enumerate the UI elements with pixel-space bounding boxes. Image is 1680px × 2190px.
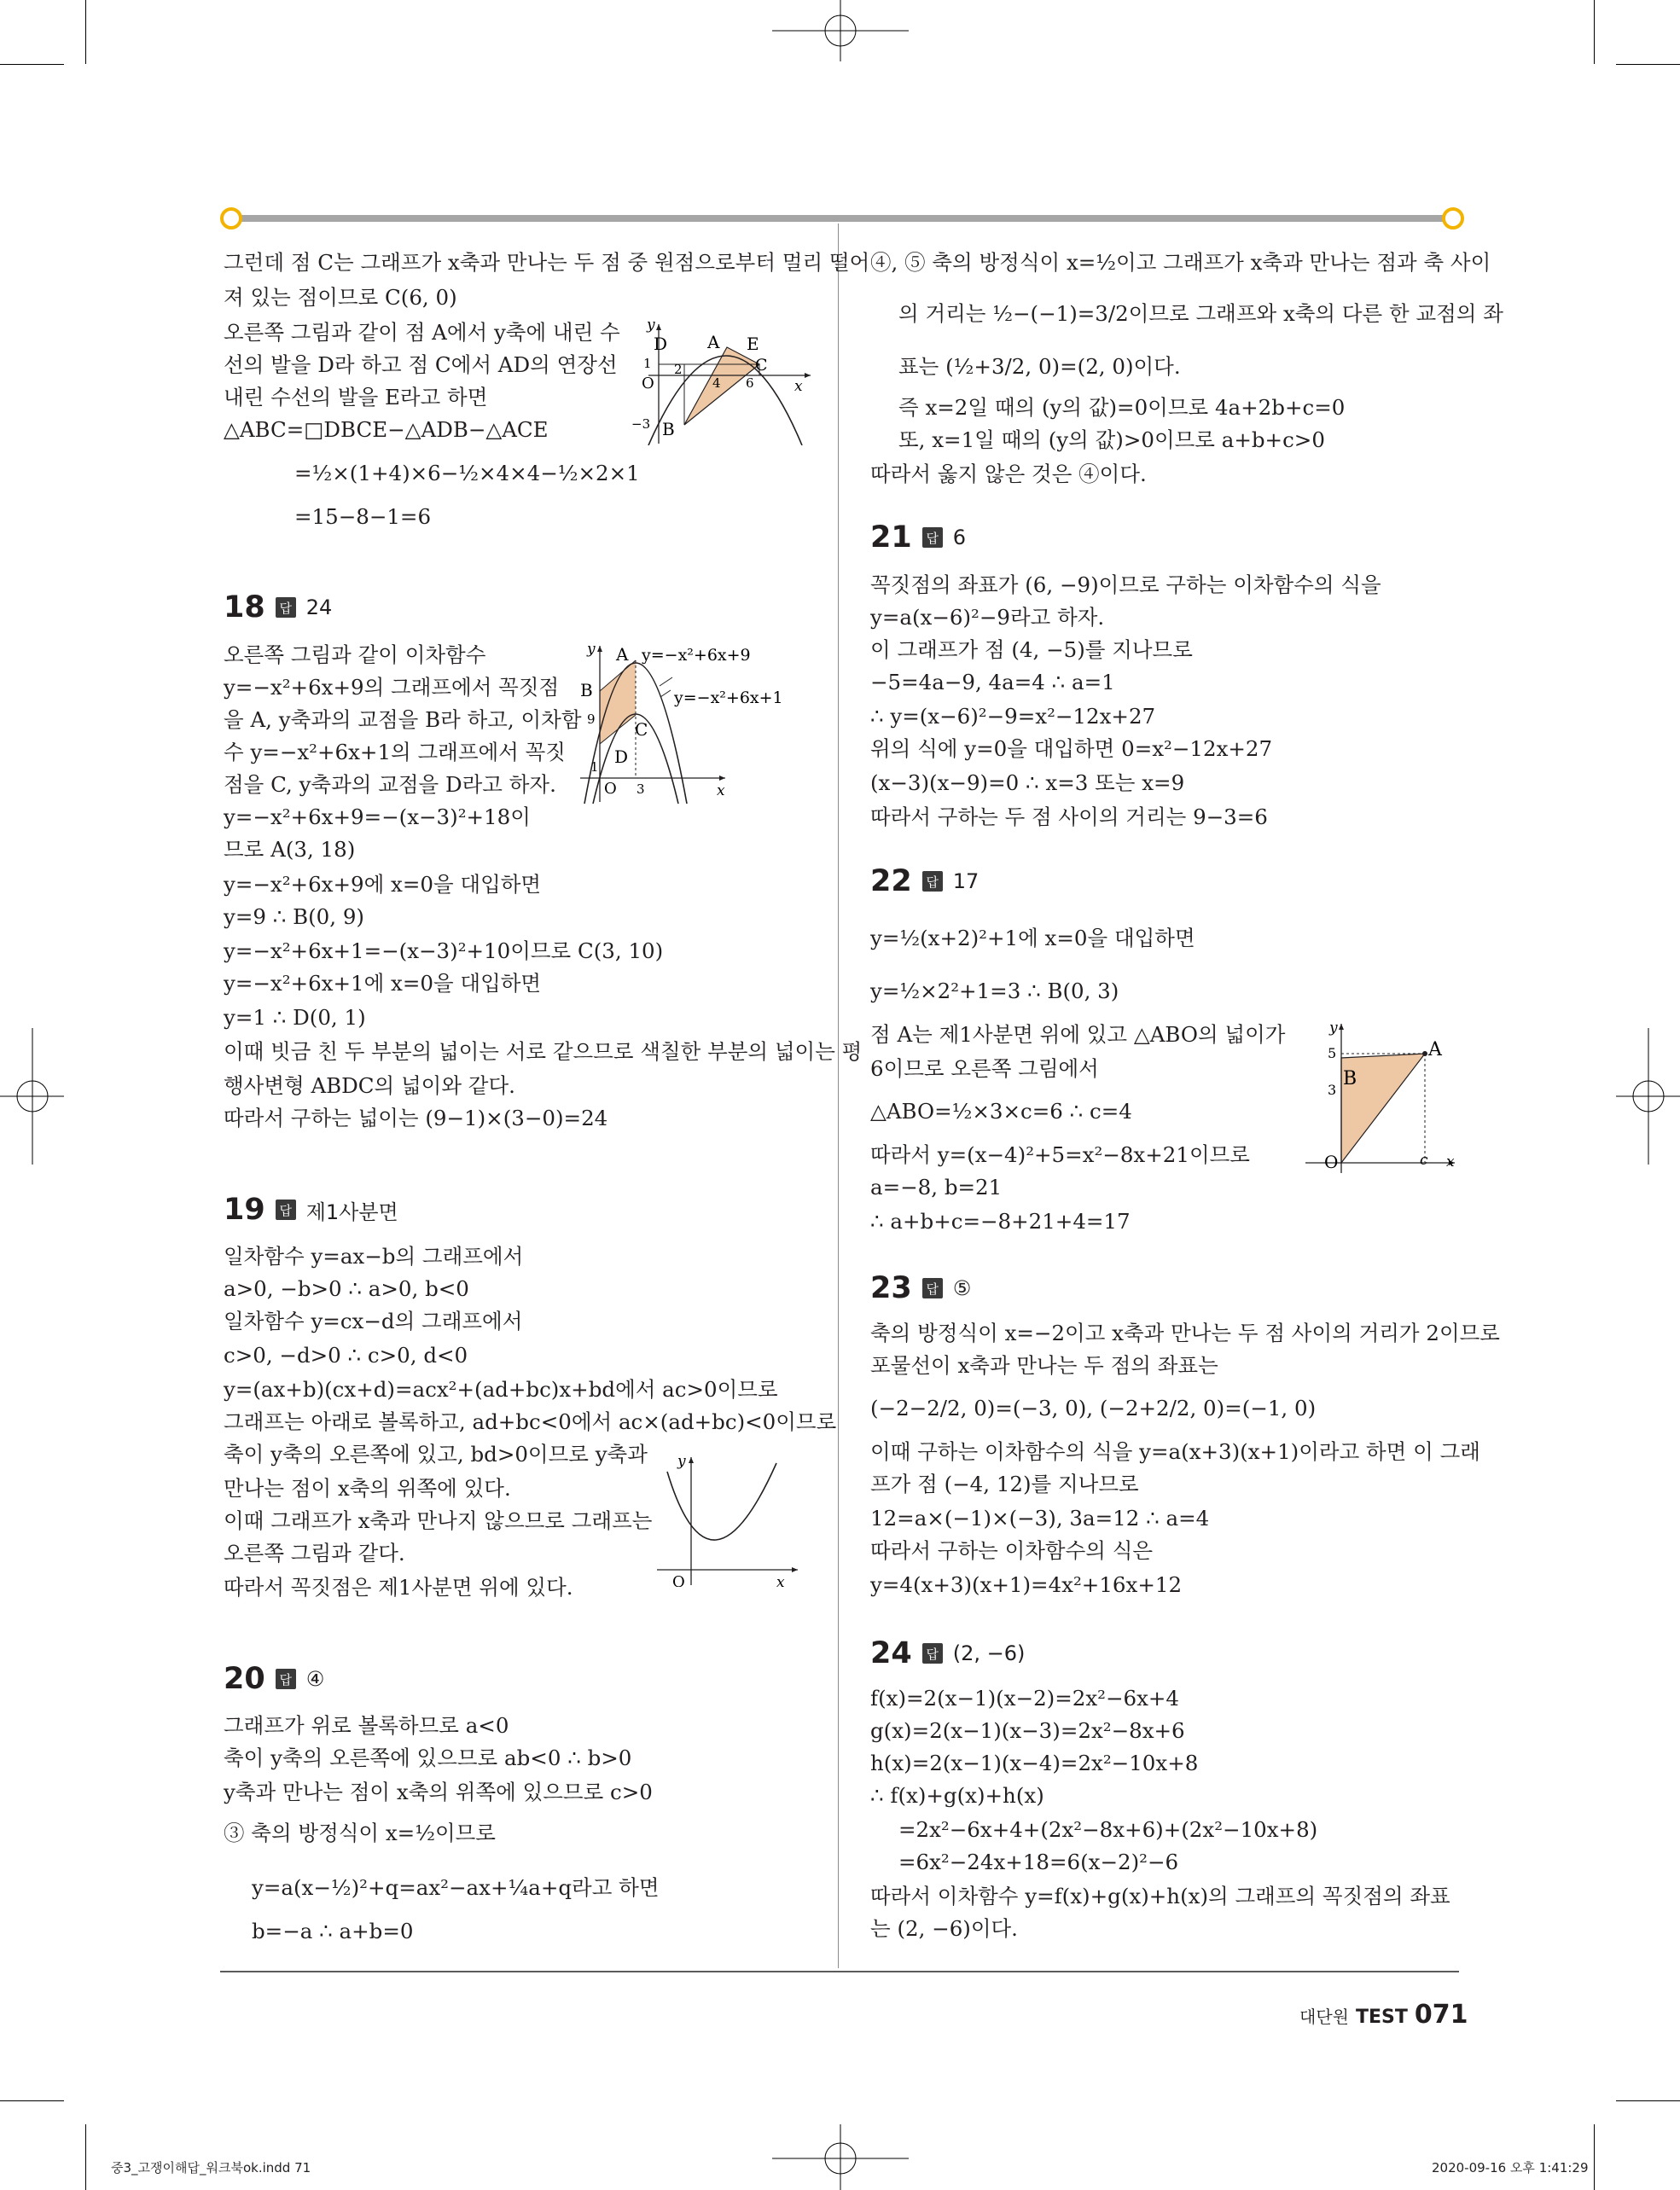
crop-mark <box>85 2124 86 2190</box>
text-line: 따라서 y=(x−4)²+5=x²−8x+21이므로 <box>870 1142 1250 1167</box>
text-line: 행사변형 ABDC의 넓이와 같다. <box>224 1073 515 1098</box>
registration-mark-top <box>772 0 909 64</box>
text-line: 이때 빗금 친 두 부분의 넓이는 서로 같으므로 색칠한 부분의 넓이는 평 <box>224 1039 863 1064</box>
test-label: TEST <box>1355 2007 1408 2028</box>
text-line: 수 y=−x²+6x+1의 그래프에서 꼭짓 <box>224 740 566 764</box>
text-line: y=4(x+3)(x+1)=4x²+16x+12 <box>870 1572 1183 1597</box>
origin-label: O <box>1324 1152 1339 1172</box>
text-line: ④, ⑤ 축의 방정식이 x=½이고 그래프가 x축과 만나는 점과 축 사이 <box>870 250 1491 275</box>
text-line: y=−x²+6x+1=−(x−3)²+10이므로 C(3, 10) <box>224 938 664 963</box>
text-line: 표는 (½+3/2, 0)=(2, 0)이다. <box>898 354 1181 379</box>
answer-badge: 답 <box>922 1278 943 1298</box>
question-number: 20 <box>224 1662 265 1696</box>
text-line: 이때 그래프가 x축과 만나지 않으므로 그래프는 <box>224 1508 653 1533</box>
text-line: 포물선이 x축과 만나는 두 점의 좌표는 <box>870 1353 1218 1378</box>
text-line: 일차함수 y=ax−b의 그래프에서 <box>224 1244 524 1269</box>
text-line: y=−x²+6x+9=−(x−3)²+18이 <box>224 805 531 829</box>
question-header-21 <box>870 520 966 555</box>
question-number: 19 <box>224 1193 265 1227</box>
text-line: 축이 y축의 오른쪽에 있으므로 ab<0 ∴ b>0 <box>224 1746 632 1770</box>
text-line: y=−x²+6x+9에 x=0을 대입하면 <box>224 872 542 897</box>
figure-q17 <box>631 317 815 445</box>
text-line: =2x²−6x+4+(2x²−8x+6)+(2x²−10x+8) <box>898 1817 1318 1842</box>
text-line: (x−3)(x−9)=0 ∴ x=3 또는 x=9 <box>870 770 1185 795</box>
text-line: y축과 만나는 점이 x축의 위쪽에 있으므로 c>0 <box>224 1780 653 1804</box>
text-line: ∴ a+b+c=−8+21+4=17 <box>870 1209 1131 1234</box>
figure-q22 <box>1305 1019 1468 1173</box>
rule-dot-left <box>220 207 242 229</box>
tick-4: 4 <box>712 375 721 391</box>
text-line: y=½×2²+1=3 ∴ B(0, 3) <box>870 979 1119 1003</box>
registration-mark-left <box>0 1028 64 1165</box>
tick-6: 6 <box>746 375 754 391</box>
text-line: ∴ y=(x−6)²−9=x²−12x+27 <box>870 704 1156 729</box>
crop-mark <box>1616 64 1680 65</box>
text-line: 그래프는 아래로 볼록하고, ad+bc<0에서 ac×(ad+bc)<0이므로 <box>224 1409 837 1434</box>
text-line: f(x)=2(x−1)(x−2)=2x²−6x+4 <box>870 1686 1180 1711</box>
point-d: D <box>614 746 629 767</box>
date-slug: 2020-09-16 오후 1:41:29 <box>1432 2160 1589 2175</box>
text-line: 그런데 점 C는 그래프가 x축과 만나는 두 점 중 원점으로부터 멀리 떨어 <box>224 250 870 275</box>
text-line: 6이므로 오른쪽 그림에서 <box>870 1056 1099 1081</box>
question-number: 24 <box>870 1636 912 1670</box>
x-label: x <box>794 378 803 395</box>
text-line: =15−8−1=6 <box>294 504 432 529</box>
origin-label: O <box>642 375 654 392</box>
equation-2: y=−x²+6x+1 <box>674 688 783 707</box>
text-line: y=a(x−6)²−9라고 하자. <box>870 605 1105 630</box>
text-line: 일차함수 y=cx−d의 그래프에서 <box>224 1309 523 1333</box>
x-label: x <box>717 782 725 799</box>
text-line: 의 거리는 ½−(−1)=3/2이므로 그래프와 x축의 다른 한 교점의 좌 <box>898 301 1503 326</box>
crop-mark <box>1594 0 1595 64</box>
text-line: 는 (2, −6)이다. <box>870 1916 1018 1941</box>
text-line: 따라서 구하는 이차함수의 식은 <box>870 1538 1154 1563</box>
question-number: 23 <box>870 1271 912 1305</box>
text-line: 오른쪽 그림과 같이 이차함수 <box>224 642 486 667</box>
answer-value: 24 <box>305 595 333 619</box>
answer-value: (2, −6) <box>952 1641 1026 1665</box>
question-header-18 <box>224 590 332 624</box>
text-line: 오른쪽 그림과 같다. <box>224 1541 405 1566</box>
text-line: y=−x²+6x+9의 그래프에서 꼭짓점 <box>224 675 560 700</box>
page-number: 071 <box>1414 2000 1468 2030</box>
rule-dot-right <box>1442 207 1464 229</box>
question-header-22 <box>870 864 979 898</box>
answer-badge: 답 <box>276 1200 296 1220</box>
section-label: 대단원 <box>1299 2007 1349 2027</box>
answer-badge: 답 <box>276 1669 296 1689</box>
answer-value: ④ <box>305 1667 325 1691</box>
question-number: 18 <box>224 590 265 624</box>
x-label: x <box>1446 1153 1455 1171</box>
text-line: 위의 식에 y=0을 대입하면 0=x²−12x+27 <box>870 736 1273 761</box>
registration-mark-right <box>1616 1028 1680 1165</box>
y-label: y <box>647 317 655 334</box>
text-line: y=1 ∴ D(0, 1) <box>224 1005 366 1030</box>
question-header-23 <box>870 1271 971 1305</box>
answer-value: ⑤ <box>952 1276 972 1300</box>
figure-q18 <box>580 642 819 804</box>
column-divider <box>838 224 839 1968</box>
text-line: ∴ f(x)+g(x)+h(x) <box>870 1783 1044 1808</box>
y-label: y <box>587 642 596 658</box>
text-line: a=−8, b=21 <box>870 1175 1003 1200</box>
text-line: y=(ax+b)(cx+d)=acx²+(ad+bc)x+bd에서 ac>0이므로 <box>224 1377 778 1402</box>
tick-9: 9 <box>587 712 596 727</box>
top-rule <box>230 215 1450 222</box>
tick-1: 1 <box>590 759 599 775</box>
text-line: 이 그래프가 점 (4, −5)를 지나므로 <box>870 637 1193 662</box>
text-line: y=9 ∴ B(0, 9) <box>224 904 364 929</box>
crop-mark <box>1594 2124 1595 2190</box>
text-line: 만나는 점이 x축의 위쪽에 있다. <box>224 1476 511 1501</box>
origin-label: O <box>604 780 617 798</box>
tick-2: 2 <box>674 362 683 377</box>
answer-value: 17 <box>952 869 980 893</box>
text-line: 축이 y축의 오른쪽에 있고, bd>0이므로 y축과 <box>224 1442 648 1467</box>
text-line: 오른쪽 그림과 같이 점 A에서 y축에 내린 수 <box>224 320 620 345</box>
answer-badge: 답 <box>922 1643 943 1664</box>
text-line: 을 A, y축과의 교점을 B라 하고, 이차함 <box>224 707 582 732</box>
question-number: 21 <box>870 520 912 555</box>
point-a: A <box>616 644 629 665</box>
figure-q19 <box>657 1450 802 1587</box>
text-line: =6x²−24x+18=6(x−2)²−6 <box>898 1850 1179 1874</box>
text-line: △ABC=□DBCE−△ADB−△ACE <box>224 417 549 442</box>
text-line: y=½(x+2)²+1에 x=0을 대입하면 <box>870 926 1195 950</box>
tick-3: 3 <box>637 781 645 797</box>
answer-badge: 답 <box>276 597 296 618</box>
text-line: 선의 발을 D라 하고 점 C에서 AD의 연장선 <box>224 352 618 377</box>
point-a: A <box>1428 1039 1442 1060</box>
point-b: B <box>580 680 593 700</box>
text-line: 따라서 꼭짓점은 제1사분면 위에 있다. <box>224 1575 573 1600</box>
text-line: ③ 축의 방정식이 x=½이므로 <box>224 1821 496 1845</box>
bottom-rule <box>220 1971 1459 1972</box>
text-line: −5=4a−9, 4a=4 ∴ a=1 <box>870 670 1115 694</box>
page-label <box>1299 2000 1468 2030</box>
point-b: B <box>1343 1068 1357 1089</box>
question-header-20 <box>224 1662 324 1696</box>
crop-mark <box>0 64 64 65</box>
x-label: x <box>776 1574 785 1587</box>
text-line: 꼭짓점의 좌표가 (6, −9)이므로 구하는 이차함수의 식을 <box>870 572 1381 597</box>
text-line: (−2−2/2, 0)=(−3, 0), (−2+2/2, 0)=(−1, 0) <box>870 1396 1317 1420</box>
text-line: a>0, −b>0 ∴ a>0, b<0 <box>224 1276 469 1301</box>
text-line: 따라서 구하는 두 점 사이의 거리는 9−3=6 <box>870 805 1268 829</box>
text-line: 따라서 이차함수 y=f(x)+g(x)+h(x)의 그래프의 꼭짓점의 좌표 <box>870 1884 1450 1908</box>
text-line: △ABO=½×3×c=6 ∴ c=4 <box>870 1099 1132 1124</box>
text-line: 그래프가 위로 볼록하므로 a<0 <box>224 1713 509 1738</box>
y-label: y <box>1329 1019 1338 1037</box>
text-line: 이때 구하는 이차함수의 식을 y=a(x+3)(x+1)이라고 하면 이 그래 <box>870 1439 1480 1464</box>
text-line: 즉 x=2일 때의 (y의 값)=0이므로 4a+2b+c=0 <box>898 395 1346 420</box>
text-line: 프가 점 (−4, 12)를 지나므로 <box>870 1472 1139 1496</box>
answer-badge: 답 <box>922 871 943 892</box>
text-line: 져 있는 점이므로 C(6, 0) <box>224 285 457 310</box>
text-line: 점을 C, y축과의 교점을 D라고 하자. <box>224 772 556 797</box>
point-e: E <box>747 334 759 354</box>
text-line: 점 A는 제1사분면 위에 있고 △ABO의 넓이가 <box>870 1022 1286 1047</box>
point-d: D <box>654 334 668 354</box>
tick-minus3: −3 <box>631 416 651 432</box>
text-line: 따라서 옳지 않은 것은 ④이다. <box>870 462 1147 486</box>
point-b: B <box>662 419 675 439</box>
text-line: 축의 방정식이 x=−2이고 x축과 만나는 두 점 사이의 거리가 2이므로 <box>870 1321 1500 1345</box>
point-c: C <box>635 719 648 740</box>
answer-badge: 답 <box>922 527 943 548</box>
text-line: 따라서 구하는 넓이는 (9−1)×(3−0)=24 <box>224 1106 608 1130</box>
text-line: =½×(1+4)×6−½×4×4−½×2×1 <box>294 461 640 485</box>
equation-1: y=−x²+6x+9 <box>642 646 751 665</box>
registration-mark-bottom <box>772 2124 909 2190</box>
text-line: c>0, −d>0 ∴ c>0, d<0 <box>224 1343 468 1368</box>
point-c: C <box>755 356 768 375</box>
tick-3: 3 <box>1328 1082 1337 1098</box>
text-line: y=−x²+6x+1에 x=0을 대입하면 <box>224 971 542 996</box>
answer-value: 6 <box>952 526 966 549</box>
y-label: y <box>677 1453 686 1470</box>
point-a: A <box>707 332 720 352</box>
text-line: 12=a×(−1)×(−3), 3a=12 ∴ a=4 <box>870 1506 1210 1531</box>
text-line: 내린 수선의 발을 E라고 하면 <box>224 385 488 410</box>
text-line: 므로 A(3, 18) <box>224 837 356 862</box>
question-number: 22 <box>870 864 912 898</box>
crop-mark <box>85 0 86 64</box>
tick-5: 5 <box>1328 1045 1337 1061</box>
text-line: y=a(x−½)²+q=ax²−ax+¼a+q라고 하면 <box>252 1875 660 1900</box>
question-header-19 <box>224 1193 398 1227</box>
tick-c: c <box>1420 1152 1428 1169</box>
answer-value: 제1사분면 <box>305 1200 398 1224</box>
question-header-24 <box>870 1636 1025 1670</box>
text-line: 또, x=1일 때의 (y의 값)>0이므로 a+b+c>0 <box>898 427 1325 452</box>
origin-label: O <box>672 1573 685 1587</box>
tick-1: 1 <box>643 356 652 371</box>
crop-mark <box>0 2100 64 2101</box>
text-line: b=−a ∴ a+b=0 <box>252 1919 414 1943</box>
text-line: h(x)=2(x−1)(x−4)=2x²−10x+8 <box>870 1751 1199 1775</box>
crop-mark <box>1616 2100 1680 2101</box>
text-line: g(x)=2(x−1)(x−3)=2x²−8x+6 <box>870 1718 1185 1743</box>
file-slug: 중3_고쟁이해답_워크북ok.indd 71 <box>111 2160 311 2175</box>
